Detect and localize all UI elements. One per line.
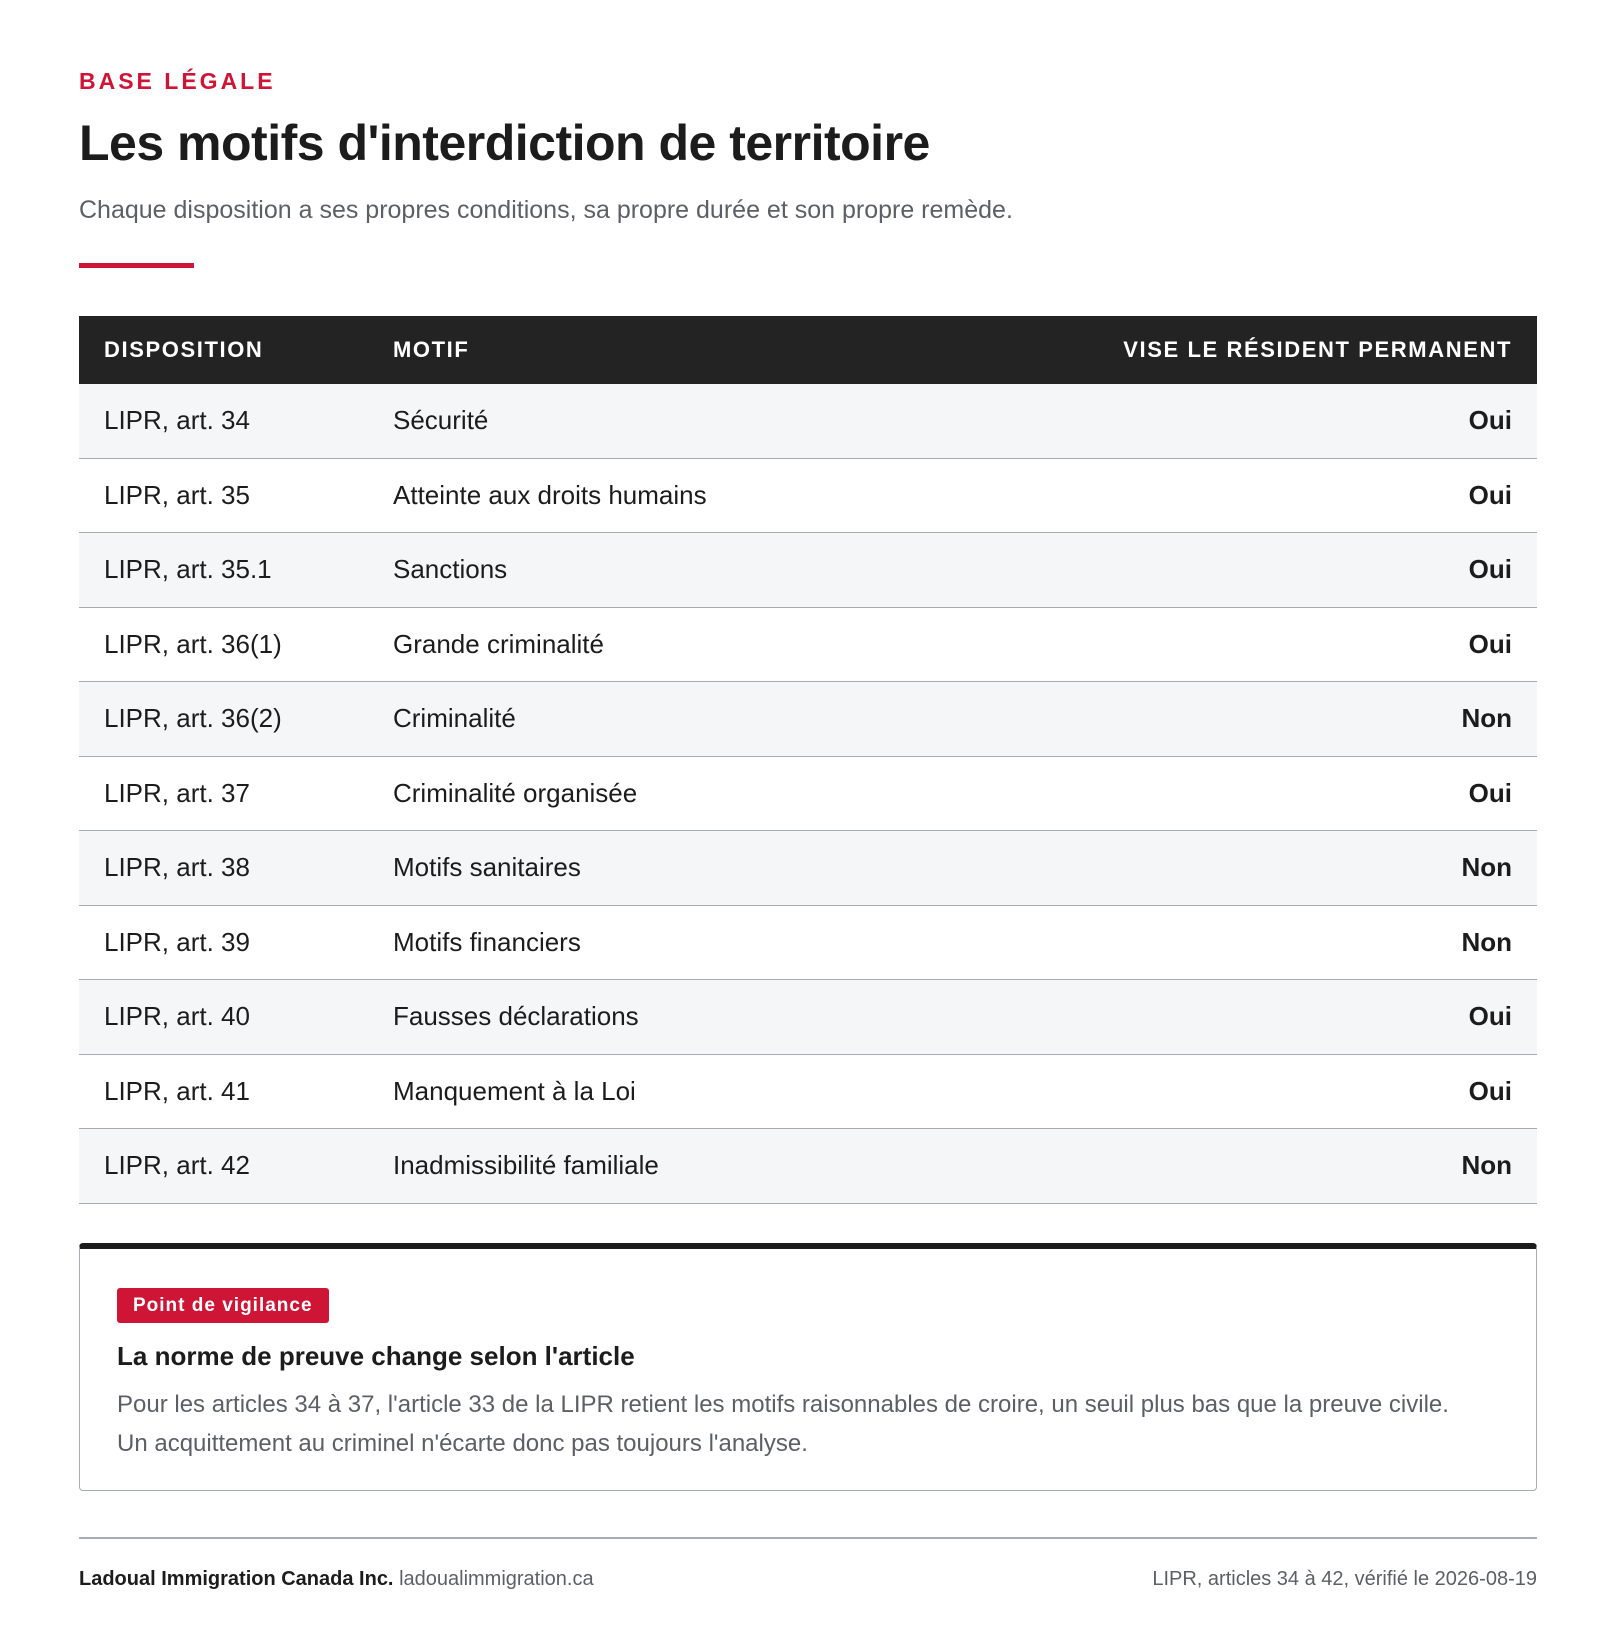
table-row [79,459,1537,534]
cell-disposition: LIPR, art. 37 [104,777,250,808]
cell-motif: Sécurité [393,405,489,436]
callout-title: La norme de preuve change selon l'article [117,1341,635,1371]
callout-body: Pour les articles 34 à 37, l'article 33 de la LIPR retient les motifs raisonnables de croire, un seuil plus bas que la preuve civile. Un acquittement au criminel n'écarte donc pas toujours l'analyse. [117,1391,1449,1457]
cell-resident: Non [1461,1150,1512,1181]
cell-motif: Motifs sanitaires [393,852,581,883]
column-header-disposition: DISPOSITION [104,337,264,362]
cell-motif: Motifs financiers [393,926,581,957]
cell-disposition: LIPR, art. 38 [104,852,250,883]
cell-resident: Oui [1468,405,1512,436]
table-row [79,757,1537,832]
footer-org: Ladoual Immigration Canada Inc. [79,1568,394,1590]
table-row [79,608,1537,683]
cell-motif: Inadmissibilité familiale [393,1150,659,1181]
cell-disposition: LIPR, art. 36(2) [104,703,282,734]
accent-divider [79,263,194,268]
cell-motif: Manquement à la Loi [393,1075,636,1106]
table-row [79,1129,1537,1204]
column-header-motif: MOTIF [393,337,470,362]
column-header-resident: VISE LE RÉSIDENT PERMANENT [1123,337,1512,362]
cell-motif: Atteinte aux droits humains [393,479,707,510]
cell-resident: Oui [1468,777,1512,808]
cell-resident: Oui [1468,479,1512,510]
table-row [79,831,1537,906]
vigilance-badge: Point de vigilance [117,1288,329,1323]
table-header [79,316,1537,384]
grounds-table [79,316,1537,1204]
table-body [79,384,1537,1204]
cell-resident: Non [1461,852,1512,883]
table-row [79,384,1537,459]
table-row [79,533,1537,608]
cell-disposition: LIPR, art. 41 [104,1075,250,1106]
cell-disposition: LIPR, art. 35.1 [104,554,272,585]
footer-url[interactable]: ladoualimmigration.ca [399,1568,594,1590]
cell-motif: Criminalité organisée [393,777,638,808]
footer-divider [79,1537,1537,1539]
cell-disposition: LIPR, art. 36(1) [104,628,282,659]
cell-motif: Sanctions [393,554,508,585]
vigilance-callout [79,1243,1537,1491]
cell-motif: Criminalité [393,703,516,734]
cell-resident: Oui [1468,628,1512,659]
table-row [79,980,1537,1055]
cell-motif: Grande criminalité [393,628,604,659]
page-subtitle: Chaque disposition a ses propres conditions, sa propre durée et son propre remède. [79,196,1013,224]
table-row [79,1055,1537,1130]
cell-resident: Oui [1468,554,1512,585]
cell-disposition: LIPR, art. 35 [104,479,250,510]
footer-branding [79,1568,594,1591]
cell-disposition: LIPR, art. 39 [104,926,250,957]
footer-source: LIPR, articles 34 à 42, vérifié le 2026-08-19 [1152,1568,1537,1590]
cell-resident: Oui [1468,1075,1512,1106]
page-title: Les motifs d'interdiction de territoire [79,115,930,171]
cell-resident: Non [1461,703,1512,734]
table-row [79,906,1537,981]
cell-resident: Non [1461,926,1512,957]
cell-disposition: LIPR, art. 40 [104,1001,250,1032]
cell-disposition: LIPR, art. 34 [104,405,250,436]
table-row [79,682,1537,757]
cell-disposition: LIPR, art. 42 [104,1150,250,1181]
cell-motif: Fausses déclarations [393,1001,639,1032]
cell-resident: Oui [1468,1001,1512,1032]
eyebrow-label: BASE LÉGALE [79,68,276,94]
